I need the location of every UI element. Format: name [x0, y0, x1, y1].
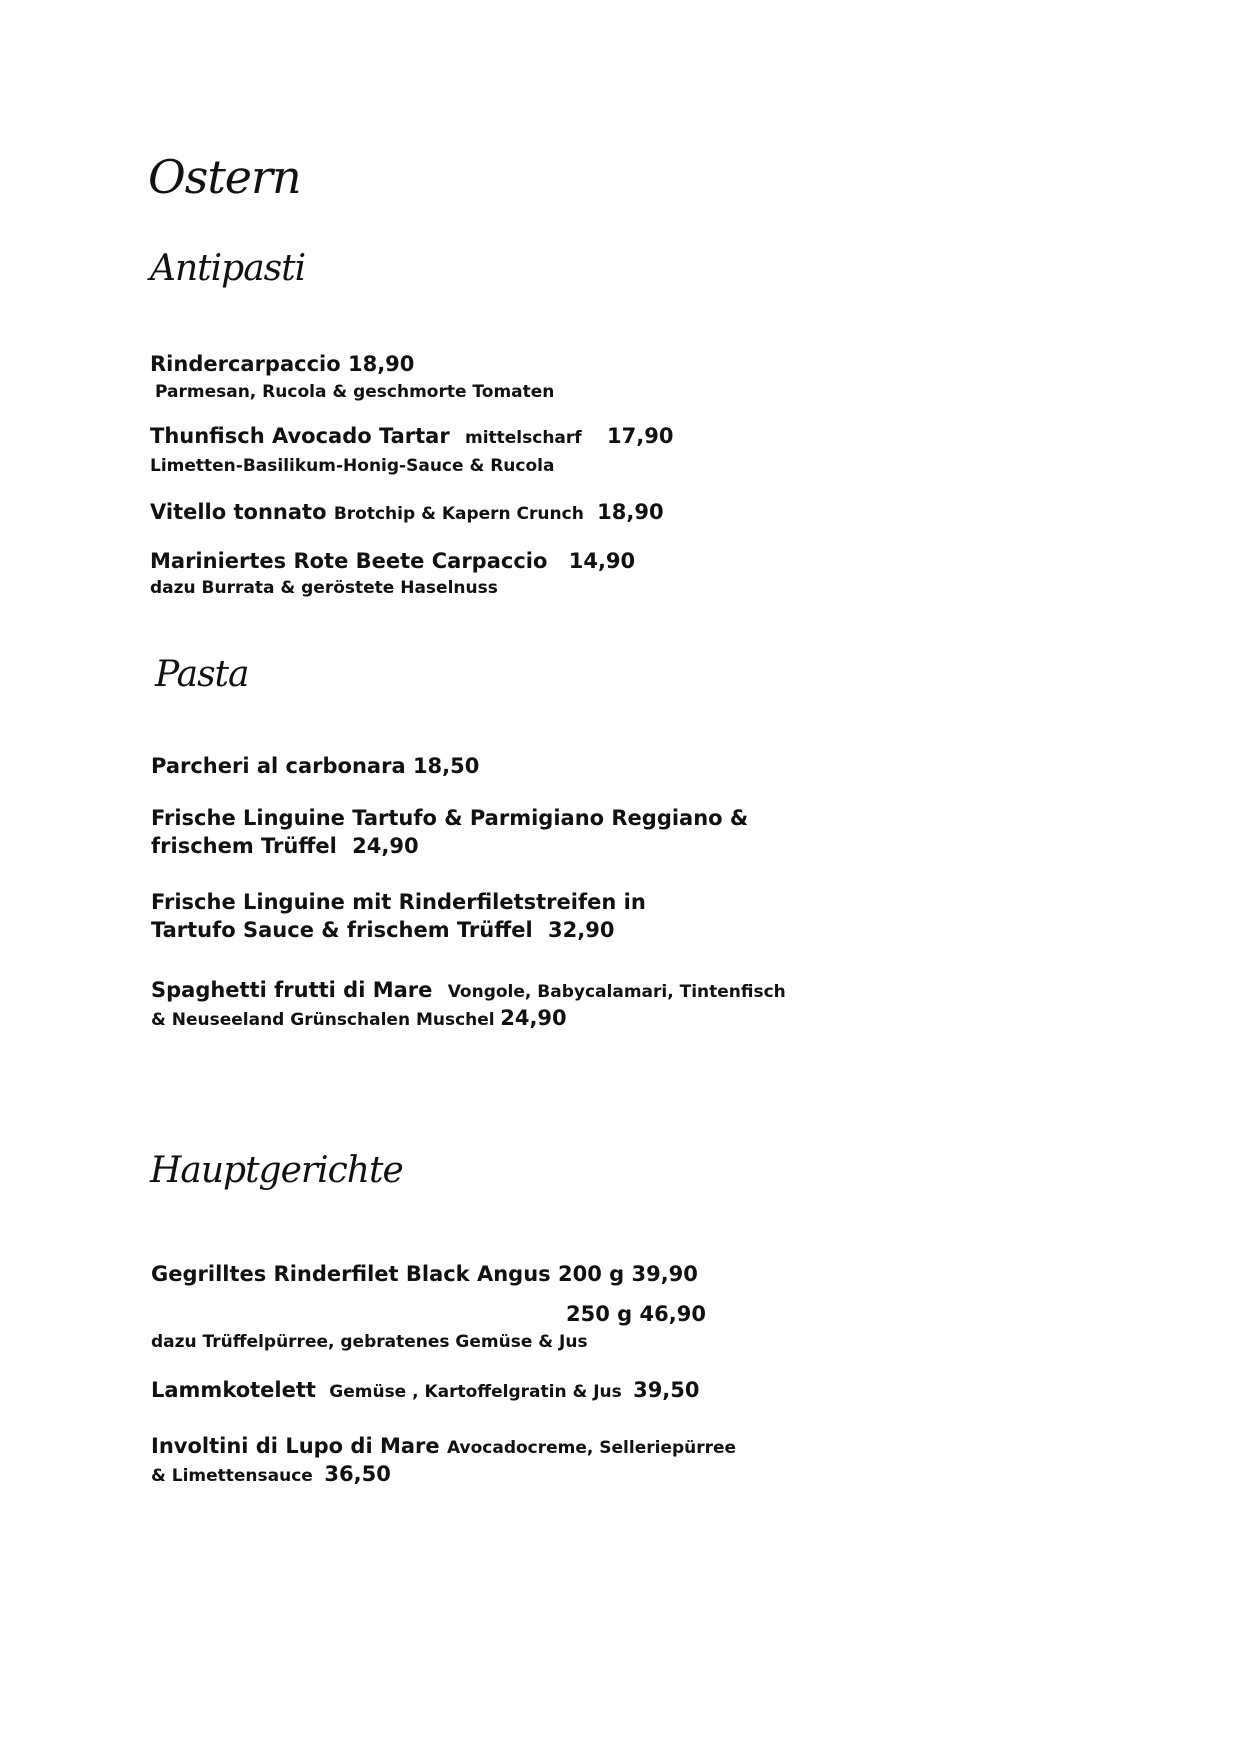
item-price: 24,90	[500, 1006, 567, 1030]
menu-item-linguine-tartufo-line1: Frische Linguine Tartufo & Parmigiano Reggiano &	[151, 806, 749, 830]
item-name: Mariniertes Rote Beete Carpaccio	[150, 549, 548, 573]
item-price: 32,90	[548, 918, 615, 942]
item-price: 46,90	[639, 1302, 706, 1326]
menu-item-rinderfilet	[151, 1262, 698, 1286]
item-price: 18,90	[347, 352, 415, 376]
item-price: 17,90	[607, 424, 674, 448]
menu-item-tartar	[150, 424, 673, 448]
item-price: 39,50	[633, 1378, 700, 1402]
menu-item-involtini-line1	[151, 1434, 736, 1458]
item-name: Spaghetti frutti di Mare	[151, 978, 433, 1002]
item-name: Involtini di Lupo di Mare	[151, 1434, 440, 1458]
item-name: Thunfisch Avocado Tartar	[150, 424, 450, 448]
item-name: Rindercarpaccio	[150, 352, 341, 376]
item-price: 14,90	[568, 549, 636, 573]
menu-item-carpaccio	[150, 352, 414, 376]
item-description: dazu Trüffelpürree, gebratenes Gemüse & Jus	[151, 1332, 588, 1352]
item-name: frischem Trüffel	[151, 834, 337, 858]
menu-item-linguine-tartufo-line2	[151, 834, 419, 858]
item-name: Lammkotelett	[151, 1378, 316, 1402]
item-description: Parmesan, Rucola & geschmorte Tomaten	[155, 382, 555, 402]
section-heading-pasta: Pasta	[155, 654, 249, 695]
menu-item-involtini-line2	[151, 1462, 391, 1486]
item-name: Parcheri al carbonara	[151, 754, 406, 778]
item-description: Gemüse , Kartoffelgratin & Jus	[329, 1382, 622, 1402]
page-title: Ostern	[148, 150, 301, 204]
menu-item-linguine-filet-line1: Frische Linguine mit Rinderfiletstreifen in	[151, 890, 646, 914]
item-size: 200 g	[557, 1262, 625, 1286]
item-price: 18,50	[412, 754, 480, 778]
menu-item-carbonara	[151, 754, 479, 778]
item-size: 250 g	[566, 1302, 633, 1326]
menu-item-spaghetti-line1	[151, 978, 786, 1002]
item-name: Gegrilltes Rinderfilet Black Angus	[151, 1262, 551, 1286]
item-note: Brotchip & Kapern Crunch	[333, 504, 584, 524]
menu-item-spaghetti-line2	[151, 1006, 567, 1030]
item-description: dazu Burrata & geröstete Haselnuss	[150, 578, 498, 598]
menu-item-lammkotelett	[151, 1378, 700, 1402]
menu-item-rote-beete	[150, 549, 635, 573]
item-description: Limetten-Basilikum-Honig-Sauce & Rucola	[150, 456, 555, 476]
item-description: Vongole, Babycalamari, Tintenfisch	[447, 982, 786, 1002]
item-price: 18,90	[597, 500, 664, 524]
item-price: 39,90	[631, 1262, 698, 1286]
item-description: & Limettensauce	[151, 1466, 313, 1486]
item-name: Vitello tonnato	[150, 500, 327, 524]
menu-item-vitello	[150, 500, 664, 524]
menu-item-rinderfilet-alt	[566, 1302, 706, 1326]
item-price: 24,90	[352, 834, 419, 858]
section-heading-hauptgerichte: Hauptgerichte	[150, 1150, 403, 1191]
item-description: & Neuseeland Grünschalen Muschel	[151, 1010, 495, 1030]
item-note: mittelscharf	[464, 428, 582, 448]
section-heading-antipasti: Antipasti	[150, 248, 306, 289]
item-name: Tartufo Sauce & frischem Trüffel	[151, 918, 533, 942]
item-price: 36,50	[324, 1462, 391, 1486]
menu-item-linguine-filet-line2	[151, 918, 614, 942]
item-description: Avocadocreme, Selleriepürree	[446, 1438, 737, 1458]
